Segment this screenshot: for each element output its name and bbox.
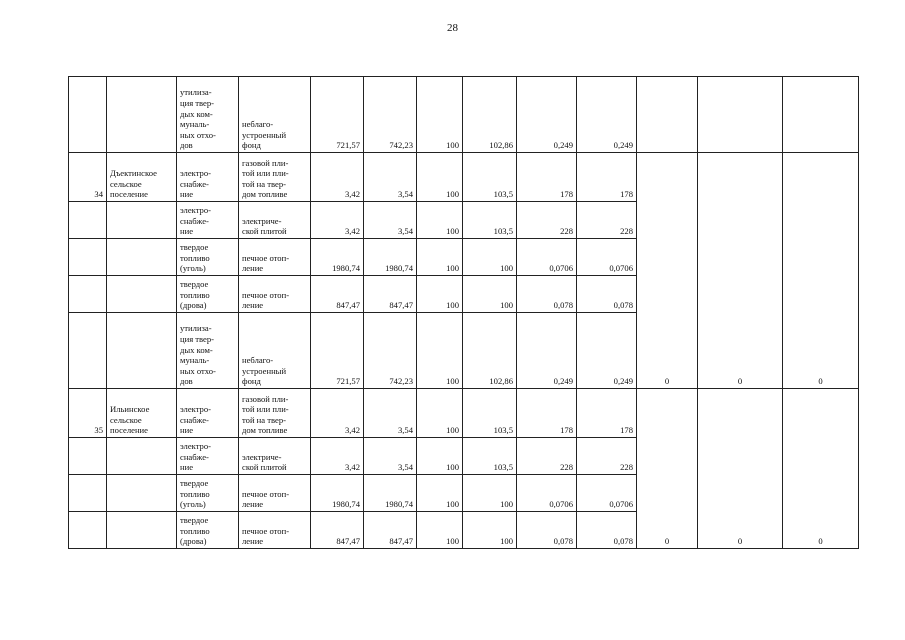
value-cell: 100 [417, 153, 463, 202]
value-cell: 1980,74 [311, 239, 364, 276]
housing-category: печное отоп- ление [239, 276, 311, 313]
housing-category: электриче- ской плитой [239, 438, 311, 475]
settlement-name: Ильинское сельское поселение [107, 389, 177, 438]
value-cell: 100 [463, 239, 517, 276]
value-cell: 100 [417, 389, 463, 438]
row-number [69, 475, 107, 512]
value-cell: 178 [577, 153, 637, 202]
settlement-name [107, 77, 177, 153]
table-row [69, 77, 859, 153]
housing-category: неблаго- устроенный фонд [239, 313, 311, 389]
value-cell: 1980,74 [364, 239, 417, 276]
value-cell: 3,54 [364, 202, 417, 239]
value-cell: 742,23 [364, 77, 417, 153]
housing-category: печное отоп- ление [239, 239, 311, 276]
value-cell: 721,57 [311, 77, 364, 153]
value-cell: 3,42 [311, 202, 364, 239]
value-cell: 228 [577, 438, 637, 475]
settlement-name: Дъектинское сельское поселение [107, 153, 177, 202]
value-cell: 0,0706 [517, 475, 577, 512]
value-cell: 0,078 [577, 276, 637, 313]
value-cell: 3,42 [311, 438, 364, 475]
value-cell: 178 [517, 389, 577, 438]
value-cell: 100 [417, 438, 463, 475]
service-type: твердое топливо (дрова) [177, 276, 239, 313]
housing-category: печное отоп- ление [239, 512, 311, 549]
tariff-table [68, 76, 859, 549]
row-number [69, 512, 107, 549]
value-cell: 100 [417, 77, 463, 153]
value-cell: 1980,74 [311, 475, 364, 512]
value-cell: 100 [417, 276, 463, 313]
settlement-name [107, 202, 177, 239]
value-cell: 0,078 [517, 512, 577, 549]
service-type: твердое топливо (дрова) [177, 512, 239, 549]
merged-value: 0 [637, 389, 698, 549]
table-row [69, 389, 859, 438]
value-cell: 3,42 [311, 153, 364, 202]
value-cell: 0,0706 [577, 475, 637, 512]
service-type: электро- снабже- ние [177, 389, 239, 438]
value-cell: 847,47 [364, 512, 417, 549]
value-cell: 100 [417, 202, 463, 239]
value-cell: 103,5 [463, 389, 517, 438]
value-cell: 0,249 [577, 313, 637, 389]
value-cell: 228 [517, 202, 577, 239]
value-cell: 0,249 [517, 313, 577, 389]
value-cell: 100 [417, 313, 463, 389]
value-cell: 178 [577, 389, 637, 438]
row-number [69, 276, 107, 313]
value-cell: 102,86 [463, 77, 517, 153]
empty-cell [698, 77, 783, 153]
row-number [69, 77, 107, 153]
service-type: твердое топливо (уголь) [177, 475, 239, 512]
value-cell: 103,5 [463, 438, 517, 475]
value-cell: 0,078 [577, 512, 637, 549]
housing-category: газовой пли- той или пли- той на твер- дом топливе [239, 153, 311, 202]
value-cell: 103,5 [463, 202, 517, 239]
empty-cell [637, 77, 698, 153]
merged-value: 0 [637, 153, 698, 389]
housing-category: неблаго- устроенный фонд [239, 77, 311, 153]
value-cell: 847,47 [311, 512, 364, 549]
service-type: электро- снабже- ние [177, 153, 239, 202]
housing-category: печное отоп- ление [239, 475, 311, 512]
value-cell: 100 [463, 276, 517, 313]
value-cell: 102,86 [463, 313, 517, 389]
value-cell: 3,42 [311, 389, 364, 438]
service-type: электро- снабже- ние [177, 202, 239, 239]
page-number: 28 [447, 22, 458, 34]
value-cell: 3,54 [364, 389, 417, 438]
service-type: утилиза- ция твер- дых ком- муналь- ных отхо- дов [177, 313, 239, 389]
value-cell: 3,54 [364, 438, 417, 475]
service-type: электро- снабже- ние [177, 438, 239, 475]
row-number: 35 [69, 389, 107, 438]
merged-value: 0 [783, 389, 859, 549]
value-cell: 228 [577, 202, 637, 239]
settlement-name [107, 313, 177, 389]
value-cell: 742,23 [364, 313, 417, 389]
value-cell: 0,078 [517, 276, 577, 313]
settlement-name [107, 475, 177, 512]
settlement-name [107, 438, 177, 475]
value-cell: 0,0706 [517, 239, 577, 276]
service-type: утилиза- ция твер- дых ком- муналь- ных отхо- дов [177, 77, 239, 153]
row-number: 34 [69, 153, 107, 202]
value-cell: 847,47 [364, 276, 417, 313]
merged-value: 0 [698, 153, 783, 389]
value-cell: 178 [517, 153, 577, 202]
value-cell: 1980,74 [364, 475, 417, 512]
merged-value: 0 [698, 389, 783, 549]
value-cell: 847,47 [311, 276, 364, 313]
value-cell: 3,54 [364, 153, 417, 202]
value-cell: 100 [463, 512, 517, 549]
settlement-name [107, 512, 177, 549]
value-cell: 100 [417, 512, 463, 549]
settlement-name [107, 239, 177, 276]
value-cell: 100 [417, 475, 463, 512]
housing-category: электриче- ской плитой [239, 202, 311, 239]
settlement-name [107, 276, 177, 313]
value-cell: 100 [463, 475, 517, 512]
row-number [69, 239, 107, 276]
value-cell: 103,5 [463, 153, 517, 202]
value-cell: 100 [417, 239, 463, 276]
value-cell: 0,249 [517, 77, 577, 153]
value-cell: 228 [517, 438, 577, 475]
row-number [69, 438, 107, 475]
value-cell: 721,57 [311, 313, 364, 389]
value-cell: 0,0706 [577, 239, 637, 276]
row-number [69, 313, 107, 389]
housing-category: газовой пли- той или пли- той на твер- дом топливе [239, 389, 311, 438]
value-cell: 0,249 [577, 77, 637, 153]
empty-cell [783, 77, 859, 153]
row-number [69, 202, 107, 239]
service-type: твердое топливо (уголь) [177, 239, 239, 276]
merged-value: 0 [783, 153, 859, 389]
table-row [69, 153, 859, 202]
